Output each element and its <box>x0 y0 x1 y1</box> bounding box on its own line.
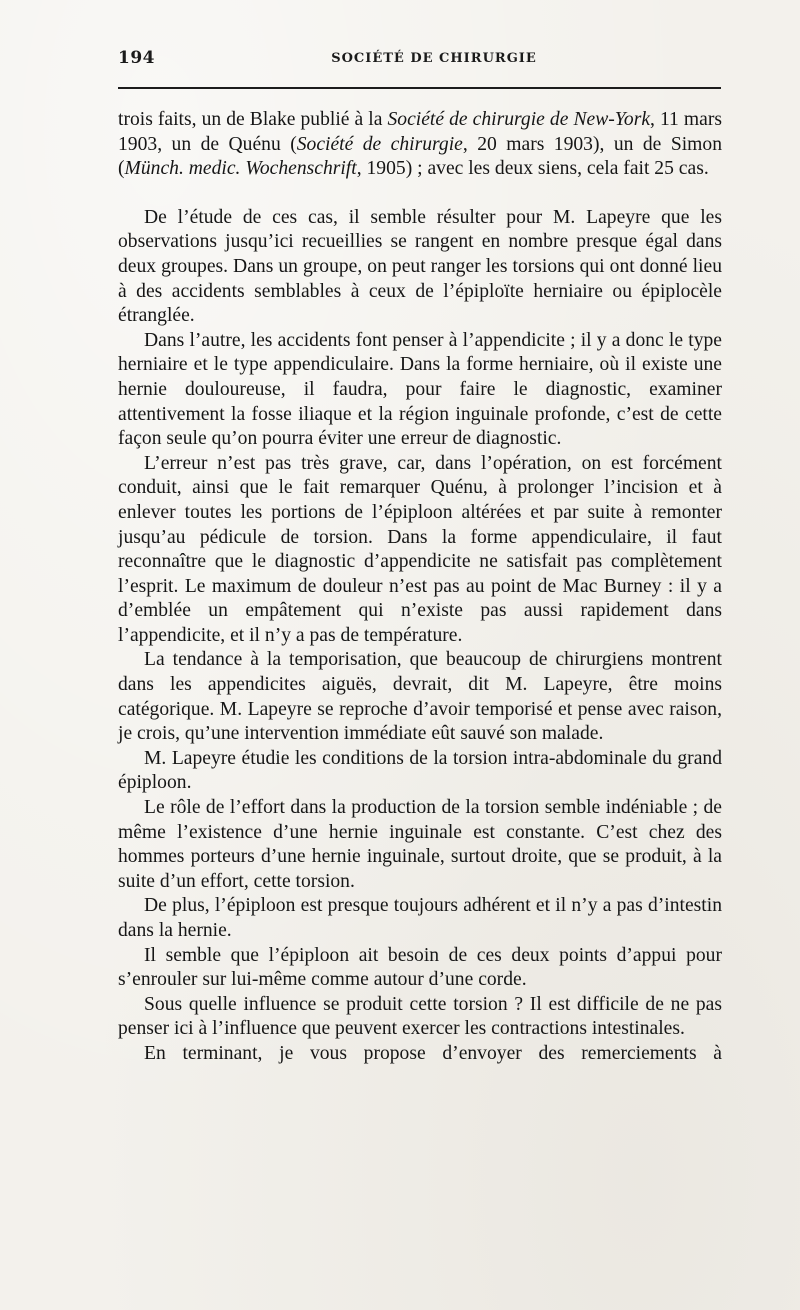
paragraph-1: trois faits, un de Blake publié à la Société de chirurgie de New-York, 11 mars 1903, un de Quénu (Société de chirurgie, 20 mars 1903), un de Simon (Münch. medic. Wochenschrift, 1905) ; avec les deux siens, cela fait 25 cas. <box>118 109 722 180</box>
paragraph-8: De plus, l’épiploon est presque toujours adhérent et il n’y a pas d’intestin dans la hernie. <box>118 895 722 941</box>
paragraph-5: La tendance à la temporisation, que beaucoup de chirurgiens montrent dans les appendicites aiguës, devrait, dit M. Lapeyre, être moins catégorique. M. Lapeyre se reproche d’avoir temporisé et pense avec raison, je crois, qu’une intervention immédiate eût sauvé son malade. <box>118 649 722 745</box>
journal-title: Société de chirurgie de New-York <box>387 109 651 130</box>
journal-title: Münch. medic. Wochenschrift <box>124 158 357 180</box>
journal-title: Société de chirurgie <box>296 133 463 155</box>
paragraph-2: De l’étude de ces cas, il semble résulter pour M. Lapeyre que les observations jusqu’ici recueillies se rangent en nombre presque égal dans deux groupes. Dans un groupe, on peut ranger les torsions qui ont donné lieu à des accidents semblables à ceux de l’épiploïte herniaire ou épiplocèle étranglée. <box>118 206 722 327</box>
paragraph-9: Il semble que l’épiploon ait besoin de ces deux points d’appui pour s’enrouler sur lui-même comme autour d’une corde. <box>118 944 722 991</box>
paragraph-10: Sous quelle influence se produit cette torsion ? Il est difficile de ne pas penser ici à l’influence que peuvent exercer les contractions intestinales. <box>118 993 722 1040</box>
body-text <box>118 108 722 1067</box>
header-rule <box>118 87 721 89</box>
paragraph-3: Dans l’autre, les accidents font penser à l’appendicite ; il y a donc le type herniaire et le type appendiculaire. Dans la forme herniaire, où il existe une hernie douloureuse, il faudra, pour faire le diagnostic, examiner attentivement la fosse iliaque et la région inguinale profonde, c’est de cette façon seule qu’on pourra éviter une erreur de diagnostic. <box>118 329 722 450</box>
running-title: SOCIÉTÉ DE CHIRURGIE <box>331 51 537 66</box>
paragraph-6: M. Lapeyre étudie les conditions de la torsion intra-abdominale du grand épiploon. <box>118 747 722 794</box>
paragraph-7: Le rôle de l’effort dans la production de la torsion semble indéniable ; de même l’existence d’une hernie inguinale est constante. C’est chez des hommes porteurs d’une hernie inguinale, surtout droite, que se produit, à la suite d’un effort, cette torsion. <box>118 797 722 892</box>
page-number: 194 <box>118 48 155 68</box>
paragraph-11: En terminant, je vous propose d’envoyer des remerciements à <box>144 1042 722 1064</box>
page-header <box>118 48 720 72</box>
paragraph-4: L’erreur n’est pas très grave, car, dans l’opération, on est forcément conduit, ainsi que le fait remarquer Quénu, à prolonger l’incision et à enlever toutes les portions de l’épiploon altérées et par suite à remonter jusqu’au pédicule de torsion. Dans la forme appendiculaire, il faut reconnaître que le diagnostic d’appendicite ne satisfait pas complètement l’esprit. Le maximum de douleur n’est pas au point de Mac Burney : il y a d’emblée un empâtement qui n’existe pas aussi rapidement dans l’appendicite, et il n’y a pas de température. <box>118 452 722 646</box>
